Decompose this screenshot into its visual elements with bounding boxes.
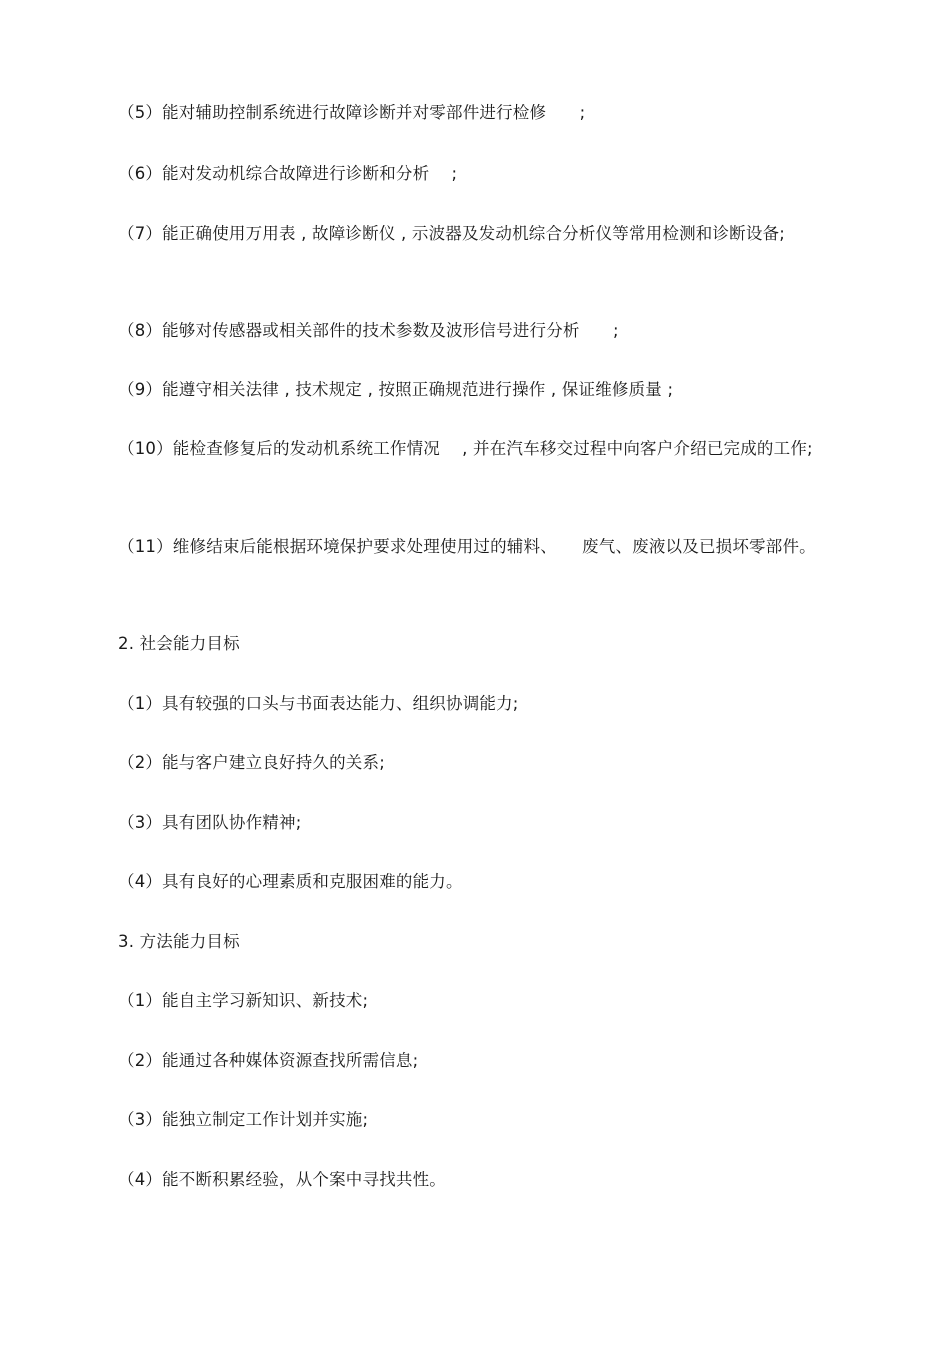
list-item: （9）能遵守相关法律 , 技术规定 , 按照正确规范进行操作 , 保证维修质量 ; [118,380,674,399]
list-item: （1）具有较强的口头与书面表达能力、组织协调能力; [118,694,519,713]
list-item: （5）能对辅助控制系统进行故障诊断并对零部件进行检修 ; [118,103,586,122]
list-item: （4）具有良好的心理素质和克服困难的能力。 [118,872,463,891]
list-item: （3）能独立制定工作计划并实施; [118,1110,369,1129]
list-item: （3）具有团队协作精神; [118,813,302,832]
list-item: （8）能够对传感器或相关部件的技术参数及波形信号进行分析 ; [118,321,619,340]
section-heading-method: 3. 方法能力目标 [118,932,240,951]
list-item: （2）能通过各种媒体资源查找所需信息; [118,1051,419,1070]
list-item: （1）能自主学习新知识、新技术; [118,991,369,1010]
list-item: （10）能检查修复后的发动机系统工作情况 , 并在汽车移交过程中向客户介绍已完成的工作; [118,439,813,458]
list-item: （6）能对发动机综合故障进行诊断和分析 ; [118,164,458,183]
list-item: （11）维修结束后能根据环境保护要求处理使用过的辅料、 废气、废液以及已损坏零部件。 [118,537,816,556]
list-item: （2）能与客户建立良好持久的关系; [118,753,385,772]
section-heading-social: 2. 社会能力目标 [118,634,240,653]
list-item: （7）能正确使用万用表 , 故障诊断仪 , 示波器及发动机综合分析仪等常用检测和诊断设备; [118,224,786,243]
list-item: （4）能不断积累经验，从个案中寻找共性。 [118,1170,446,1189]
